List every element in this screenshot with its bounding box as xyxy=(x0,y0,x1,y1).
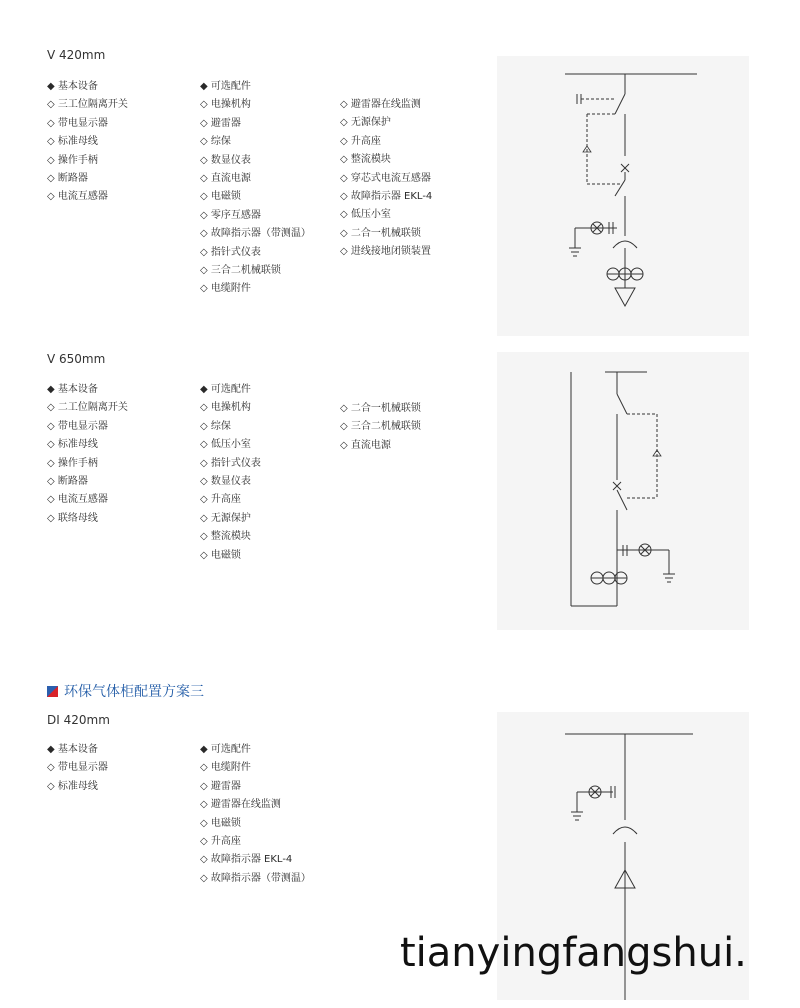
section-title-v420: V 420mm xyxy=(47,48,106,62)
section-title-di420: DI 420mm xyxy=(47,713,110,727)
list-item: ◇ 二合一机械联锁 xyxy=(340,403,421,414)
list-item: ◇ 升高座 xyxy=(200,835,241,847)
list-item: ◇ 零序互感器 xyxy=(200,209,261,221)
list-item: ◇ 进线接地闭锁装置 xyxy=(340,246,431,258)
list-item: ◇ 数显仪表 xyxy=(200,475,251,487)
list-item: ◇ 故障指示器 EKL-4 xyxy=(200,854,293,866)
list-item: ◇ 带电显示器 xyxy=(47,117,108,129)
optional-accessories-list-cont xyxy=(340,96,432,262)
list-item: ◇ 带电显示器 xyxy=(47,762,108,774)
list-item: ◇ 无源保护 xyxy=(200,512,251,524)
basic-equipment-list xyxy=(47,78,128,207)
list-item: ◇ 穿芯式电流互感器 xyxy=(340,172,431,184)
list-item: ◇ 操作手柄 xyxy=(47,457,98,469)
list-item: ◇ 标准母线 xyxy=(47,780,98,792)
list-item: ◇ 升高座 xyxy=(340,135,381,147)
list-item: ◆ 可选配件 xyxy=(200,384,251,395)
list-item: ◇ 故障指示器 EKL-4 xyxy=(340,190,433,202)
list-item: ◆ 可选配件 xyxy=(200,744,251,755)
list-item: ◇ 三合二机械联锁 xyxy=(200,264,281,276)
list-item: ◇ 操作手柄 xyxy=(47,154,98,166)
list-item: ◇ 断路器 xyxy=(47,172,88,184)
list-item: ◇ 标准母线 xyxy=(47,136,98,148)
list-item: ◇ 电磁锁 xyxy=(200,817,241,829)
list-item: ◇ 指针式仪表 xyxy=(200,457,261,469)
basic-equipment-list xyxy=(47,741,108,796)
list-item: ◇ 二合一机械联锁 xyxy=(340,227,421,239)
list-item: ◇ 避雷器在线监测 xyxy=(200,799,281,811)
list-item: ◇ 三工位隔离开关 xyxy=(47,99,128,111)
list-item: ◇ 三合二机械联锁 xyxy=(340,421,421,433)
list-item: ◇ 电缆附件 xyxy=(200,762,251,774)
list-item: ◇ 低压小室 xyxy=(340,209,391,221)
heading-marker-icon xyxy=(47,686,58,697)
list-item: ◇ 综保 xyxy=(200,420,231,432)
list-item: ◇ 无源保护 xyxy=(340,117,391,129)
list-item: ◇ 直流电源 xyxy=(200,172,251,184)
optional-accessories-list xyxy=(200,741,311,888)
list-item: ◇ 电磁锁 xyxy=(200,191,241,203)
scheme-heading xyxy=(47,681,204,701)
list-item: ◇ 电流互感器 xyxy=(47,494,108,506)
optional-accessories-list-cont xyxy=(340,400,421,455)
list-item: ◇ 二工位隔离开关 xyxy=(47,402,128,414)
list-item: ◇ 故障指示器（带测温） xyxy=(200,228,311,240)
list-item: ◆ 基本设备 xyxy=(47,384,98,395)
list-item: ◇ 指针式仪表 xyxy=(200,246,261,258)
watermark-text: tianyingfangshui. xyxy=(400,930,747,976)
list-item: ◇ 避雷器 xyxy=(200,780,241,792)
list-item: ◇ 数显仪表 xyxy=(200,154,251,166)
basic-equipment-list xyxy=(47,381,128,528)
list-item: ◆ 基本设备 xyxy=(47,744,98,755)
list-item: ◇ 低压小室 xyxy=(200,439,251,451)
list-item: ◇ 电操机构 xyxy=(200,402,251,414)
circuit-diagram-v420 xyxy=(497,56,749,336)
list-item: ◇ 断路器 xyxy=(47,475,88,487)
list-item: ◇ 标准母线 xyxy=(47,439,98,451)
list-item: ◇ 带电显示器 xyxy=(47,420,108,432)
heading-text: 环保气体柜配置方案三 xyxy=(64,684,204,700)
list-item: ◇ 电缆附件 xyxy=(200,283,251,295)
circuit-diagram-v650 xyxy=(497,352,749,630)
list-item: ◇ 综保 xyxy=(200,136,231,148)
list-item: ◇ 避雷器在线监测 xyxy=(340,99,421,110)
list-item: ◇ 整流模块 xyxy=(200,531,251,543)
list-item: ◆ 可选配件 xyxy=(200,81,251,92)
list-item: ◇ 整流模块 xyxy=(340,154,391,166)
list-item: ◇ 升高座 xyxy=(200,494,241,506)
optional-accessories-list xyxy=(200,78,311,299)
list-item: ◇ 故障指示器（带测温） xyxy=(200,872,311,884)
list-item: ◇ 电流互感器 xyxy=(47,191,108,203)
optional-accessories-list xyxy=(200,381,261,565)
section-title-v650: V 650mm xyxy=(47,352,106,366)
list-item: ◇ 直流电源 xyxy=(340,439,391,451)
list-item: ◇ 电磁锁 xyxy=(200,549,241,561)
list-item: ◇ 电操机构 xyxy=(200,99,251,111)
list-item: ◇ 联络母线 xyxy=(47,512,98,524)
list-item: ◇ 避雷器 xyxy=(200,117,241,129)
list-item: ◆ 基本设备 xyxy=(47,81,98,92)
